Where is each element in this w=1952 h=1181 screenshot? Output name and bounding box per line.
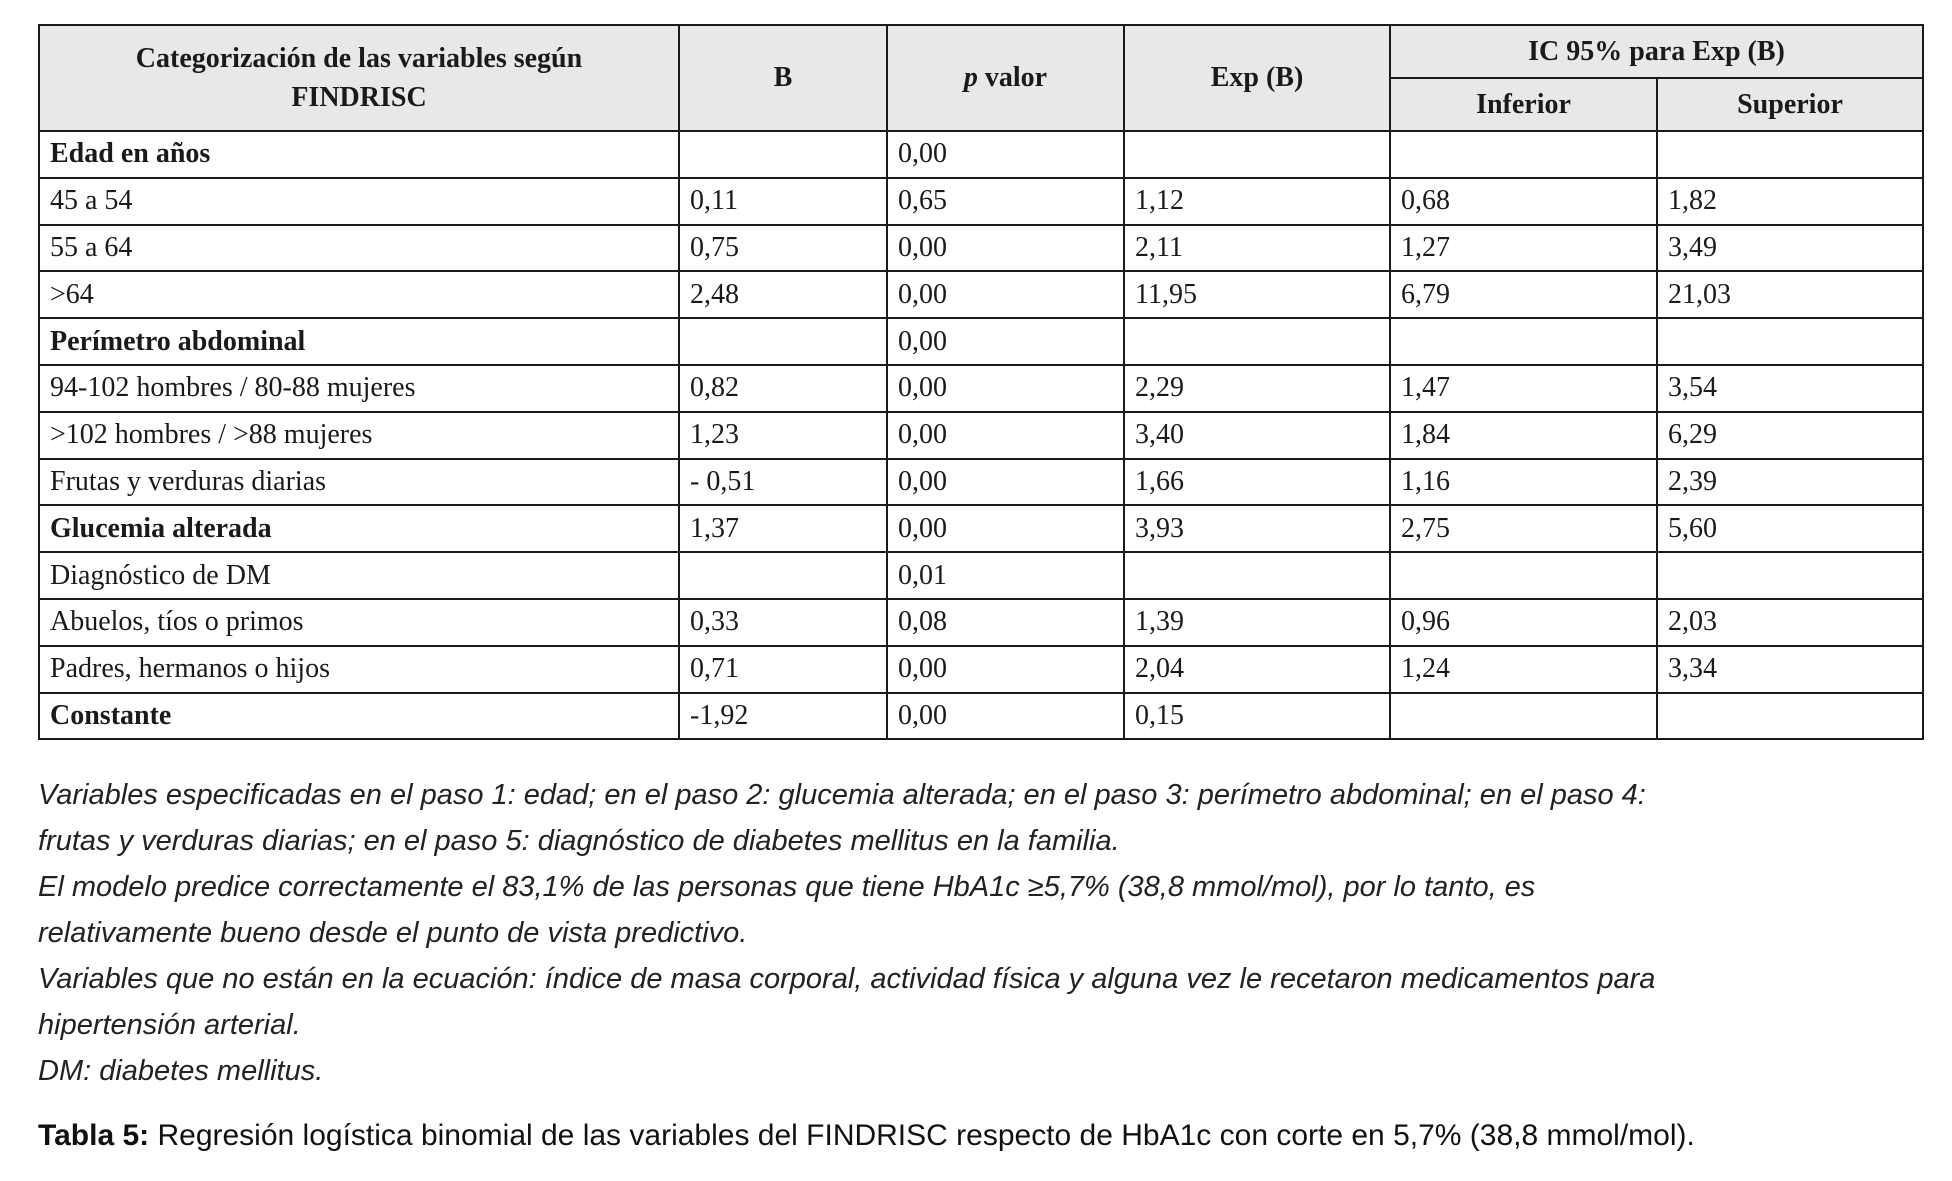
cell-b [679, 552, 887, 599]
cell-inferior: 1,24 [1390, 646, 1657, 693]
table-notes [38, 772, 1918, 1094]
note-line: relativamente bueno desde el punto de vista predictivo. [38, 917, 748, 949]
cell-inferior [1390, 131, 1657, 178]
row-label: >102 hombres / >88 mujeres [39, 412, 679, 459]
cell-inferior [1390, 693, 1657, 740]
cell-inferior [1390, 552, 1657, 599]
note-line: Variables que no están en la ecuación: índice de masa corporal, actividad física y alguna vez le recetaron medicamentos para [38, 963, 1656, 995]
cell-b: 1,23 [679, 412, 887, 459]
cell-p: 0,00 [887, 225, 1124, 272]
caption-text: Regresión logística binomial de las variables del FINDRISC respecto de HbA1c con corte en 5,7% (38,8 mmol/mol). [149, 1119, 1695, 1152]
cell-p: 0,00 [887, 412, 1124, 459]
cell-exp: 3,93 [1124, 505, 1390, 552]
cell-superior [1657, 552, 1923, 599]
header-category: Categorización de las variables según FINDRISC [39, 25, 679, 131]
caption-label: Tabla 5: [38, 1119, 150, 1152]
cell-b: 0,11 [679, 178, 887, 225]
cell-inferior [1390, 318, 1657, 365]
cell-superior: 3,34 [1657, 646, 1923, 693]
cell-superior: 21,03 [1657, 271, 1923, 318]
cell-b: 2,48 [679, 271, 887, 318]
note-line: hipertensión arterial. [38, 1009, 301, 1041]
table-row [39, 131, 1923, 178]
row-label: Edad en años [39, 131, 679, 178]
note-line: Variables especificadas en el paso 1: edad; en el paso 2: glucemia alterada; en el paso 3: perímetro abdominal; en el paso 4: [38, 779, 1646, 811]
row-label: 94-102 hombres / 80-88 mujeres [39, 365, 679, 412]
cell-exp [1124, 552, 1390, 599]
cell-p: 0,01 [887, 552, 1124, 599]
row-label: Diagnóstico de DM [39, 552, 679, 599]
cell-inferior: 6,79 [1390, 271, 1657, 318]
regression-table-container [38, 24, 1922, 740]
cell-exp: 3,40 [1124, 412, 1390, 459]
row-label: Abuelos, tíos o primos [39, 599, 679, 646]
cell-p: 0,00 [887, 365, 1124, 412]
cell-inferior: 2,75 [1390, 505, 1657, 552]
header-p-letter: p [963, 62, 978, 93]
row-label: Padres, hermanos o hijos [39, 646, 679, 693]
cell-superior: 1,82 [1657, 178, 1923, 225]
cell-exp: 1,39 [1124, 599, 1390, 646]
cell-inferior: 0,68 [1390, 178, 1657, 225]
cell-b: 0,71 [679, 646, 887, 693]
table-row [39, 412, 1923, 459]
cell-p: 0,00 [887, 131, 1124, 178]
cell-p: 0,00 [887, 318, 1124, 365]
cell-superior [1657, 131, 1923, 178]
cell-exp: 11,95 [1124, 271, 1390, 318]
cell-p: 0,00 [887, 505, 1124, 552]
table-header [39, 25, 1923, 131]
table-row [39, 646, 1923, 693]
table-row [39, 599, 1923, 646]
table-caption [38, 1116, 1938, 1156]
cell-p: 0,00 [887, 271, 1124, 318]
cell-p: 0,00 [887, 646, 1124, 693]
table-row [39, 505, 1923, 552]
row-label: Frutas y verduras diarias [39, 459, 679, 506]
table-row [39, 693, 1923, 740]
cell-superior [1657, 318, 1923, 365]
table-row [39, 459, 1923, 506]
cell-inferior: 1,27 [1390, 225, 1657, 272]
header-p-rest: valor [977, 62, 1048, 93]
regression-table [38, 24, 1924, 740]
cell-superior: 2,39 [1657, 459, 1923, 506]
note-line: El modelo predice correctamente el 83,1% de las personas que tiene HbA1c ≥5,7% (38,8 mmol/mol), por lo tanto, es [38, 871, 1536, 903]
cell-b [679, 131, 887, 178]
header-inferior: Inferior [1390, 78, 1657, 131]
cell-exp: 2,04 [1124, 646, 1390, 693]
cell-b: 0,82 [679, 365, 887, 412]
row-label: >64 [39, 271, 679, 318]
cell-exp: 1,12 [1124, 178, 1390, 225]
row-label: 45 a 54 [39, 178, 679, 225]
cell-p: 0,65 [887, 178, 1124, 225]
cell-inferior: 1,16 [1390, 459, 1657, 506]
cell-p: 0,08 [887, 599, 1124, 646]
cell-b: -1,92 [679, 693, 887, 740]
cell-exp: 1,66 [1124, 459, 1390, 506]
header-ic-95: IC 95% para Exp (B) [1390, 25, 1923, 78]
cell-b: - 0,51 [679, 459, 887, 506]
table-body [39, 131, 1923, 739]
cell-exp: 2,29 [1124, 365, 1390, 412]
cell-p: 0,00 [887, 693, 1124, 740]
row-label: Perímetro abdominal [39, 318, 679, 365]
cell-superior: 3,54 [1657, 365, 1923, 412]
cell-exp: 2,11 [1124, 225, 1390, 272]
header-p-value [887, 25, 1124, 131]
cell-superior: 5,60 [1657, 505, 1923, 552]
table-row [39, 318, 1923, 365]
row-label: Constante [39, 693, 679, 740]
cell-superior: 3,49 [1657, 225, 1923, 272]
table-row [39, 271, 1923, 318]
cell-b: 0,33 [679, 599, 887, 646]
header-b: B [679, 25, 887, 131]
note-line: DM: diabetes mellitus. [38, 1055, 324, 1087]
table-row [39, 225, 1923, 272]
cell-superior: 2,03 [1657, 599, 1923, 646]
table-row [39, 178, 1923, 225]
cell-exp: 0,15 [1124, 693, 1390, 740]
cell-b: 1,37 [679, 505, 887, 552]
note-line: frutas y verduras diarias; en el paso 5: diagnóstico de diabetes mellitus en la familia. [38, 825, 1120, 857]
cell-exp [1124, 318, 1390, 365]
table-row [39, 552, 1923, 599]
header-exp-b: Exp (B) [1124, 25, 1390, 131]
row-label: Glucemia alterada [39, 505, 679, 552]
cell-inferior: 0,96 [1390, 599, 1657, 646]
cell-exp [1124, 131, 1390, 178]
cell-b [679, 318, 887, 365]
cell-superior [1657, 693, 1923, 740]
cell-superior: 6,29 [1657, 412, 1923, 459]
header-superior: Superior [1657, 78, 1923, 131]
table-row [39, 365, 1923, 412]
cell-inferior: 1,47 [1390, 365, 1657, 412]
cell-p: 0,00 [887, 459, 1124, 506]
row-label: 55 a 64 [39, 225, 679, 272]
cell-inferior: 1,84 [1390, 412, 1657, 459]
cell-b: 0,75 [679, 225, 887, 272]
